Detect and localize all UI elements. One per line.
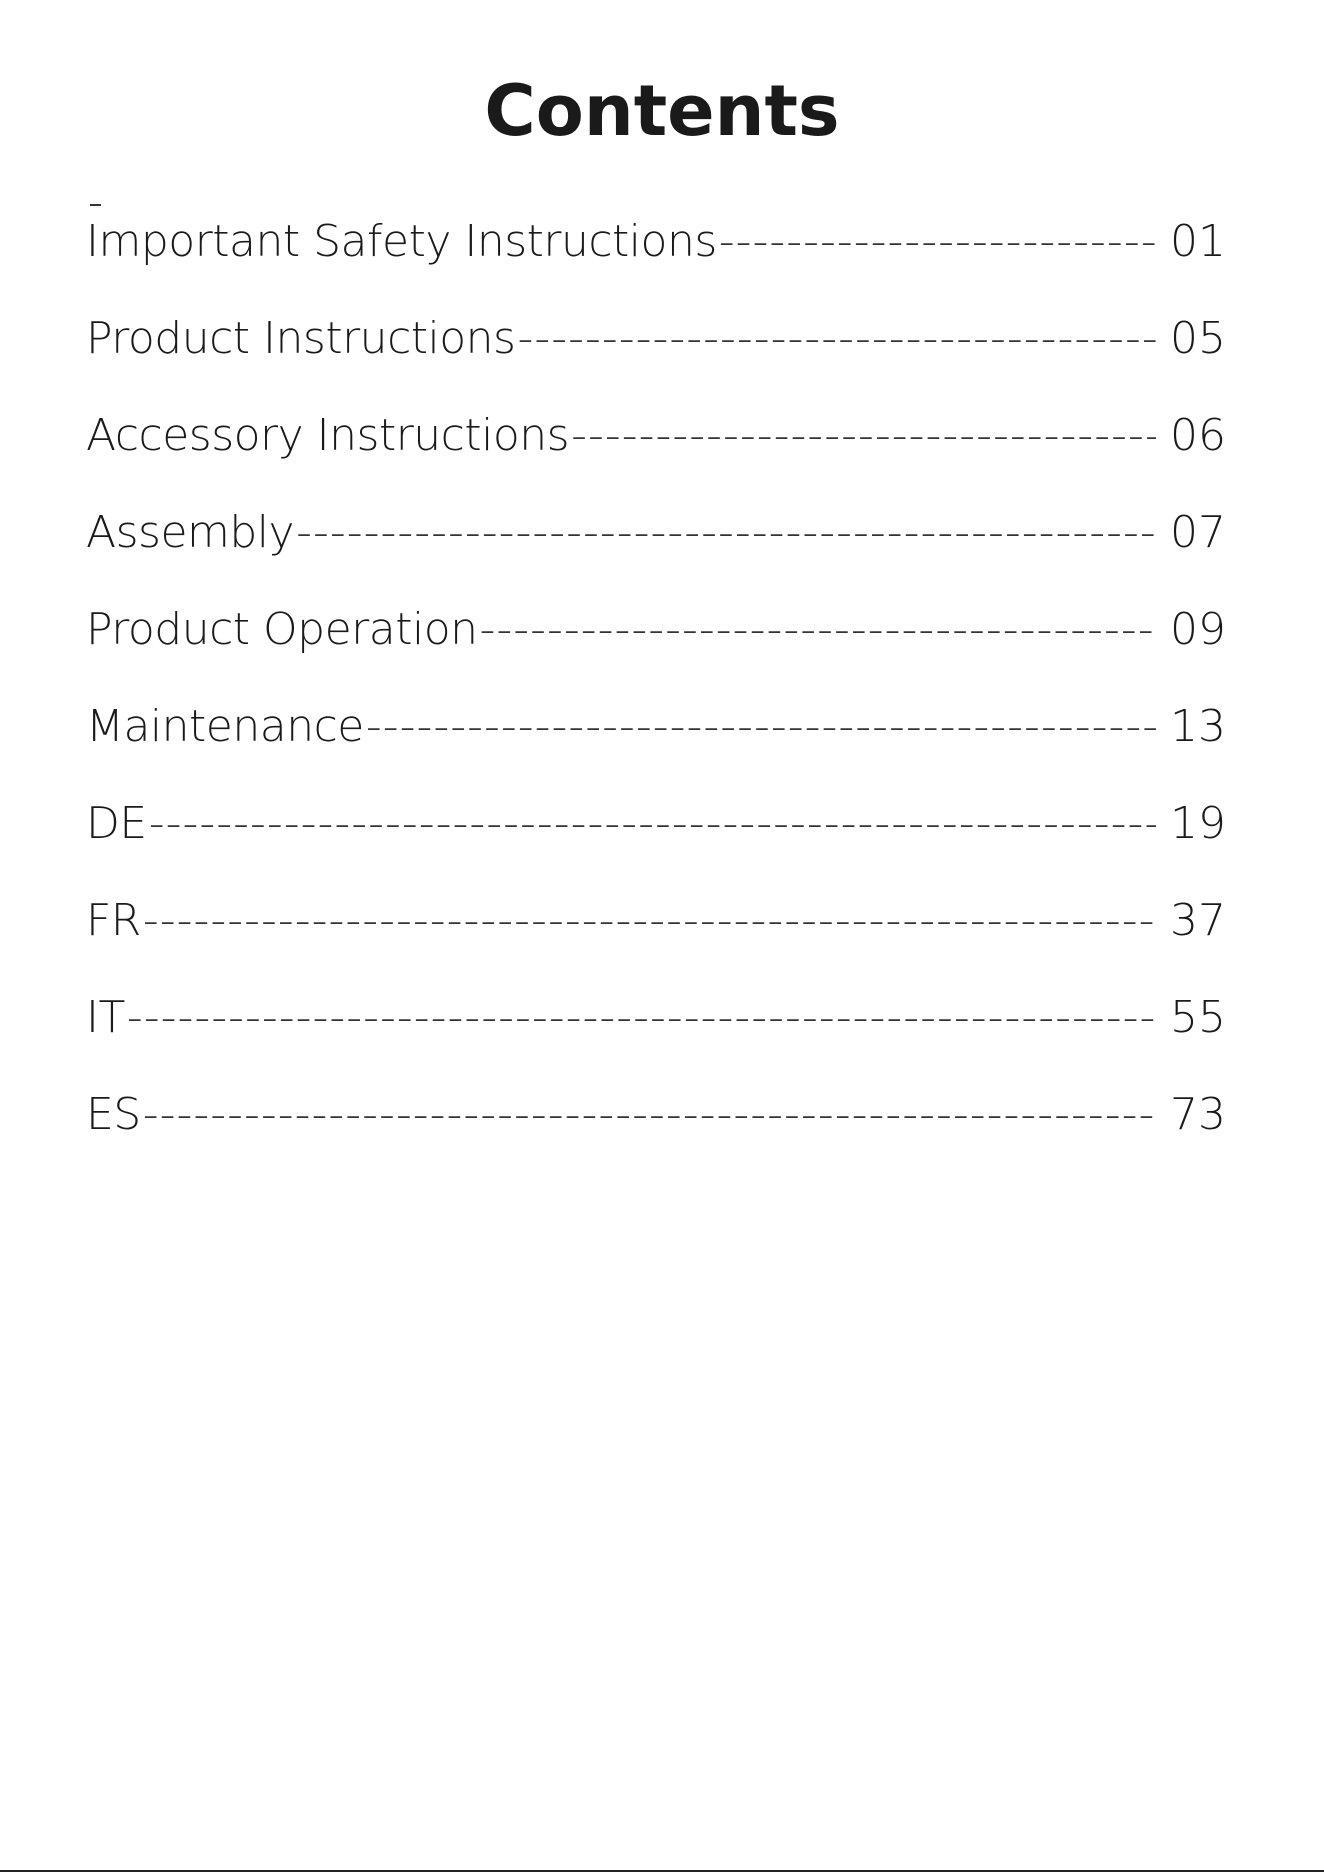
toc-entry-product-instructions[interactable] [86,309,1226,406]
toc-entry-label: Important Safety Instructions [86,216,717,267]
toc-entry-es[interactable] [86,1085,1226,1182]
toc-entry-label: ES [86,1089,141,1140]
toc-entry-page: 05 [1170,313,1226,364]
toc-dot-leader [366,697,1156,757]
toc-entry-assembly[interactable] [86,503,1226,600]
toc-entry-de[interactable] [86,794,1226,891]
toc-entry-page: 19 [1170,798,1226,849]
toc-dot-leader [719,212,1156,272]
toc-entry-label: FR [86,895,141,946]
toc-entry-page: 73 [1170,1089,1226,1140]
toc-entry-page: 01 [1170,216,1226,267]
toc-dot-leader [143,891,1156,951]
toc-entry-page: 07 [1170,507,1226,558]
toc-dot-leader [143,1085,1156,1145]
toc-entry-fr[interactable] [86,891,1226,988]
toc-entry-maintenance[interactable] [86,697,1226,794]
toc-entry-page: 13 [1170,701,1226,752]
toc-entry-important-safety-instructions[interactable] [86,212,1226,309]
toc-entry-label: Assembly [86,507,295,558]
toc-entry-label: Product Instructions [86,313,516,364]
toc-entry-label: DE [86,798,147,849]
toc-dot-leader [149,794,1156,854]
toc-entry-label: Accessory Instructions [86,410,570,461]
toc-entry-page: 09 [1170,604,1226,655]
toc-entry-page: 37 [1170,895,1226,946]
toc-dot-leader [517,309,1156,369]
toc-entry-label: Maintenance [86,701,364,752]
toc-entry-label: Product Operation [86,604,478,655]
toc-entry-product-operation[interactable] [86,600,1226,697]
toc-entry-page: 06 [1170,410,1226,461]
page-title: Contents [484,70,840,152]
toc-dot-leader [480,600,1156,660]
toc-dot-leader [571,406,1156,466]
toc-dot-leader [296,503,1156,563]
toc-entry-page: 55 [1170,992,1226,1043]
toc-entry-it[interactable] [86,988,1226,1085]
toc-entry-accessory-instructions[interactable] [86,406,1226,503]
stray-mark [90,204,101,206]
table-of-contents [86,212,1226,1182]
toc-entry-label: IT [86,992,125,1043]
toc-dot-leader [127,988,1156,1048]
